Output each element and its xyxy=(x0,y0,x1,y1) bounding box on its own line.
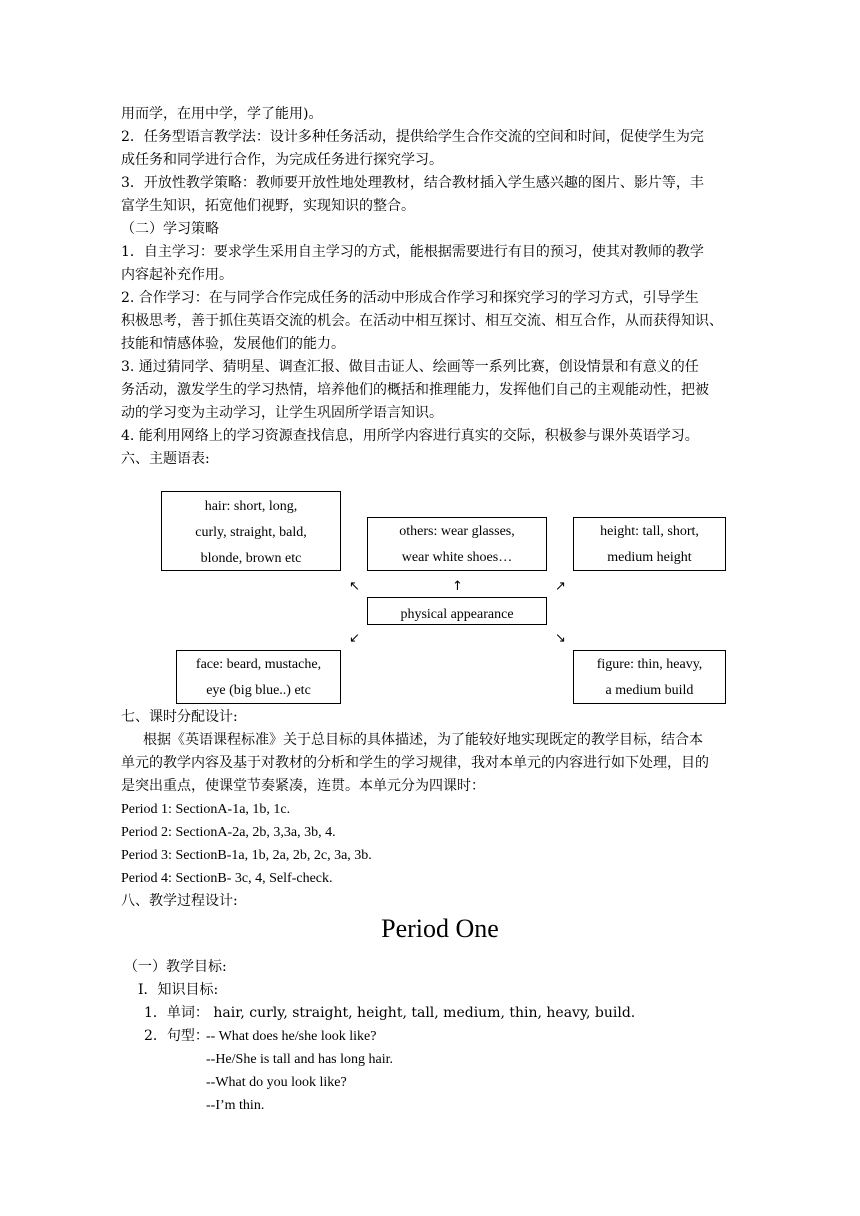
period-line: Period 4: SectionB- 3c, 4, Self-check. xyxy=(121,871,333,886)
sentence-line: -- What does he/she look like? xyxy=(206,1029,377,1044)
period-line: Period 1: SectionA-1a, 1b, 1c. xyxy=(121,802,291,817)
others-box xyxy=(367,517,547,571)
text-line: 3. 通过猜同学、猜明星、调查汇报、做目击证人、绘画等一系列比赛，创设情景和有意义的任 xyxy=(121,359,699,375)
sentence-line: --He/She is tall and has long hair. xyxy=(206,1052,394,1067)
box-line: hair: short, long, xyxy=(204,499,298,514)
box-line: others: wear glasses, xyxy=(399,524,515,539)
center-box xyxy=(367,597,547,625)
center-label: physical appearance xyxy=(400,607,514,622)
text-line: 单元的教学内容及基于对教材的分析和学生的学习规律，我对本单元的内容进行如下处理，目的 xyxy=(121,755,709,771)
text-line: 成任务和同学进行合作，为完成任务进行探究学习。 xyxy=(121,152,443,168)
text-line: 1．自主学习：要求学生采用自主学习的方式，能根据需要进行有目的预习，使其对教师的教学 xyxy=(121,244,704,260)
box-line: medium height xyxy=(607,550,692,565)
period-line: Period 2: SectionA-2a, 2b, 3,3a, 3b, 4. xyxy=(121,825,336,840)
text-line: （二）学习策略 xyxy=(121,221,219,237)
text-line: 2．任务型语言教学法：设计多种任务活动，提供给学生合作交流的空间和时间，促使学生为完 xyxy=(121,129,704,145)
box-line: figure: thin, heavy, xyxy=(596,657,703,672)
text-line: 内容起补充作用。 xyxy=(121,267,233,283)
box-line: curly, straight, bald, xyxy=(195,525,307,540)
hair-box xyxy=(161,491,341,571)
box-line: a medium build xyxy=(605,683,694,698)
arrow-up-right-icon: ↗ xyxy=(555,579,566,594)
arrow-down-left-icon: ↙ xyxy=(349,631,360,646)
arrow-down-right-icon: ↘ xyxy=(555,631,566,646)
sentence-line: --I’m thin. xyxy=(206,1098,265,1113)
text-line: 用而学，在用中学，学了能用)。 xyxy=(121,106,323,122)
box-line: wear white shoes… xyxy=(401,550,513,565)
box-line: eye (big blue..) etc xyxy=(206,683,311,698)
arrow-up-left-icon: ↖ xyxy=(349,579,360,594)
words-line: 1．单词： hair, curly, straight, height, tall, medium, thin, heavy, build. xyxy=(144,1005,636,1021)
arrow-up-icon: ↑ xyxy=(452,579,463,594)
text-line: 技能和情感体验，发展他们的能力。 xyxy=(121,336,345,352)
goals-subheading: I．知识目标: xyxy=(138,982,219,998)
text-line: 是突出重点，使课堂节奏紧凑，连贯。本单元分为四课时： xyxy=(121,778,485,794)
section-heading: 六、主题语表: xyxy=(121,451,210,467)
figure-box xyxy=(573,650,726,704)
text-line: 4. 能利用网络上的学习资源查找信息，用所学内容进行真实的交际，积极参与课外英语学习。 xyxy=(121,428,699,444)
sentences-label: 2．句型： xyxy=(144,1028,209,1044)
section-heading: 八、教学过程设计: xyxy=(121,893,238,909)
text-line: 务活动，激发学生的学习热情，培养他们的概括和推理能力，发挥他们自己的主观能动性，把被 xyxy=(121,382,709,398)
text-line: 根据《英语课程标准》关于总目标的具体描述，为了能较好地实现既定的教学目标，结合本 xyxy=(143,732,703,748)
goals-heading: （一）教学目标: xyxy=(124,959,227,975)
face-box xyxy=(176,650,341,704)
box-line: blonde, brown etc xyxy=(200,551,302,566)
box-line: height: tall, short, xyxy=(600,524,699,539)
section-heading: 七、课时分配设计: xyxy=(121,709,238,725)
sentence-line: --What do you look like? xyxy=(206,1075,347,1090)
period-title: Period One xyxy=(381,914,499,943)
text-line: 动的学习变为主动学习，让学生巩固所学语言知识。 xyxy=(121,405,443,421)
text-line: 积极思考，善于抓住英语交流的机会。在活动中相互探讨、相互交流、相互合作，从而获得知识、 xyxy=(121,313,723,329)
height-box xyxy=(573,517,726,571)
text-line: 2. 合作学习：在与同学合作完成任务的活动中形成合作学习和探究学习的学习方式，引导学生 xyxy=(121,290,699,306)
box-line: face: beard, mustache, xyxy=(195,657,322,672)
text-line: 3．开放性教学策略：教师要开放性地处理教材，结合教材插入学生感兴趣的图片、影片等，丰 xyxy=(121,175,704,191)
period-line: Period 3: SectionB-1a, 1b, 2a, 2b, 2c, 3a, 3b. xyxy=(121,848,372,863)
text-line: 富学生知识，拓宽他们视野，实现知识的整合。 xyxy=(121,198,415,214)
